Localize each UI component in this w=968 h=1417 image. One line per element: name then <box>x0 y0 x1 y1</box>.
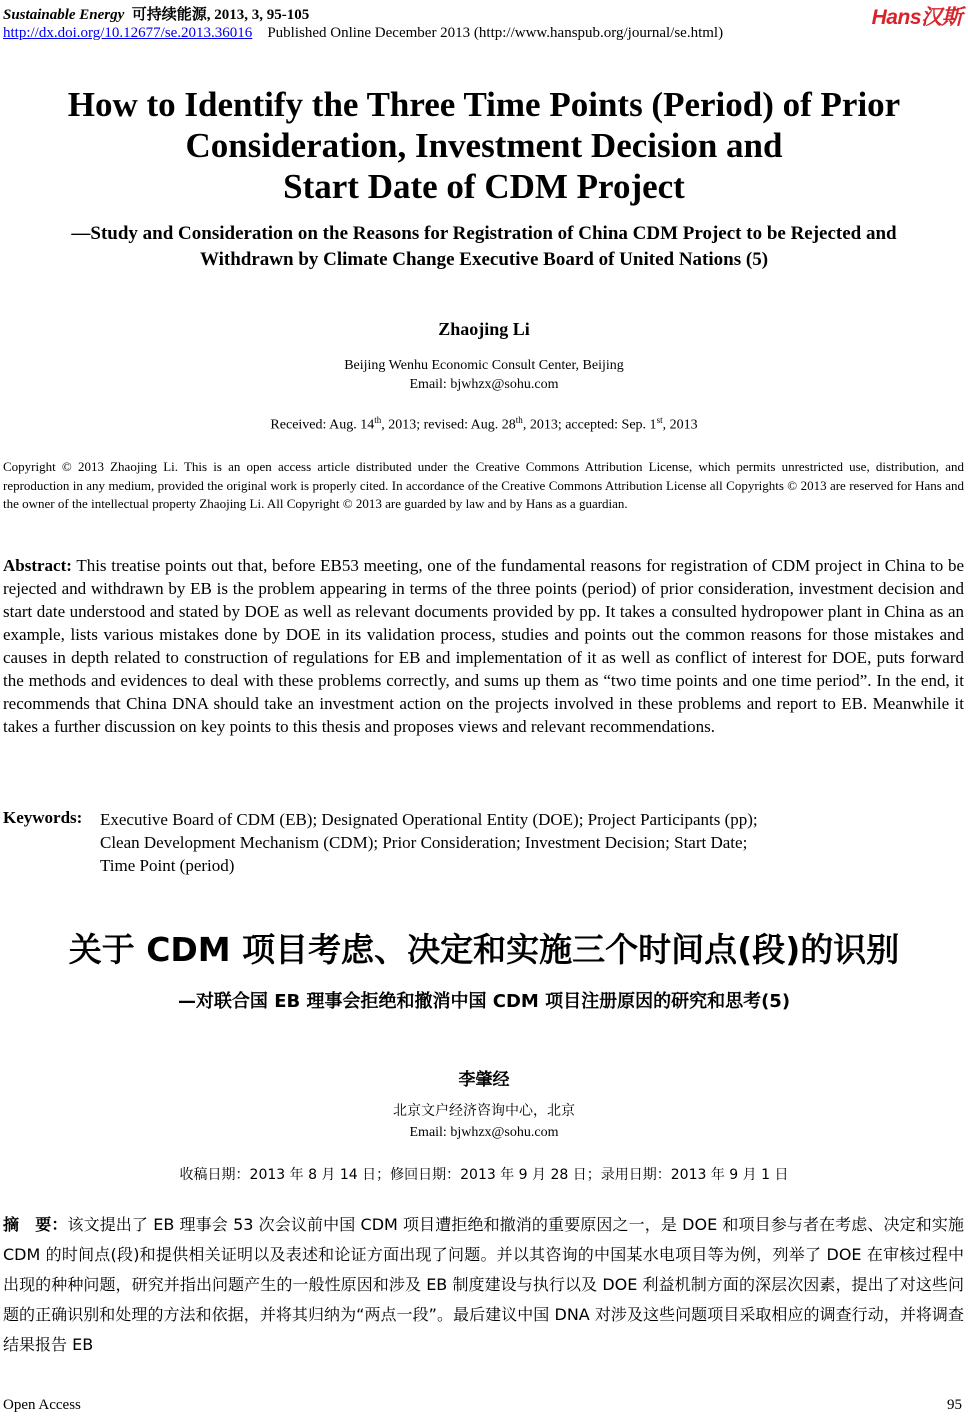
cn-affiliation-block <box>0 1101 968 1143</box>
keywords-line: Executive Board of CDM (EB); Designated Operational Entity (DOE); Project Participants (pp); <box>100 810 758 829</box>
cn-abstract-text: 该文提出了 EB 理事会 53 次会议前中国 CDM 项目遭拒绝和撤消的重要原因之一，是 DOE 和项目参与者在考虑、决定和实施 CDM 的时间点(段)和提供相关证明以及表述和论证方面出现了问题。并以其咨询的中国某水电项目等为例，列举了 DOE 在审核过程中出现的种种问题，研究并指出问题产生的一般性原因和涉及 EB 制度建设与执行以及 DOE 利益机制方面的深层次因素，提出了对这些问题的正确识别和处理的方法和依据，并将其归纳为“两点一段”。最后建议中国 DNA 对涉及这些问题项目采取相应的调查行动，并将调查结果报告 EB <box>3 1215 964 1354</box>
published-online-text: Published Online December 2013 (http://www.hanspub.org/journal/se.html) <box>267 25 724 41</box>
abstract <box>3 554 964 738</box>
copyright-notice: Copyright © 2013 Zhaojing Li. This is an open access article distributed under the Creative Commons Attribution License, which permits unrestricted use, distribution, and reproduction in any medium, provided the original work is properly cited. In accordance of the Creative Commons Attribution License all Copyrights © 2013 are reserved for Hans and the owner of the intellectual property Zhaojing Li. All Copyright © 2013 are guarded by law and by Hans as a guardian. <box>3 459 964 511</box>
title-line: Start Date of CDM Project <box>283 167 685 206</box>
affiliation-block <box>0 356 968 394</box>
hans-logo: Hans汉斯 <box>871 6 962 29</box>
journal-cn-citation: 可持续能源, 2013, 3, 95-105 <box>131 7 310 23</box>
keywords-line: Time Point (period) <box>100 856 235 875</box>
cn-author: 李肇经 <box>458 1070 510 1090</box>
revised-text: , 2013; revised: Aug. 28 <box>381 417 516 433</box>
footer-open-access: Open Access <box>3 1397 81 1413</box>
subtitle-line: —Study and Consideration on the Reasons for Registration of China CDM Project to be Rejected and <box>71 223 897 244</box>
cn-subtitle: —对联合国 EB 理事会拒绝和撤消中国 CDM 项目注册原因的研究和思考(5) <box>177 991 791 1012</box>
ordinal-suffix: st <box>656 415 663 425</box>
accepted-text: , 2013; accepted: Sep. 1 <box>522 417 657 433</box>
cn-dates: 收稿日期：2013 年 8 月 14 日；修回日期：2013 年 9 月 28 日；录用日期：2013 年 9 月 1 日 <box>179 1167 789 1183</box>
keywords-label: Keywords: <box>3 808 83 827</box>
page-number: 95 <box>947 1397 962 1413</box>
ordinal-suffix: th <box>374 415 382 425</box>
cn-abstract-label: 摘 要： <box>3 1215 68 1234</box>
cn-title: 关于 CDM 项目考虑、决定和实施三个时间点(段)的识别 <box>68 930 900 969</box>
journal-name: Sustainable Energy <box>3 7 125 23</box>
affiliation: Beijing Wenhu Economic Consult Center, Beijing <box>344 358 624 373</box>
received-dates <box>0 415 968 434</box>
doi-line <box>3 25 723 42</box>
author-name: Zhaojing Li <box>438 319 530 339</box>
keywords-list <box>100 808 758 877</box>
journal-header <box>3 3 309 24</box>
title-line: How to Identify the Three Time Points (Period) of Prior <box>67 85 901 124</box>
paper-title <box>20 84 948 207</box>
abstract-label: Abstract: <box>3 556 72 575</box>
doi-link[interactable]: http://dx.doi.org/10.12677/se.2013.36016 <box>3 25 253 41</box>
cn-email: Email: bjwhzx@sohu.com <box>409 1125 559 1140</box>
received-text: Received: Aug. 14 <box>270 417 375 433</box>
ordinal-suffix: th <box>515 415 523 425</box>
year-text: , 2013 <box>662 417 698 433</box>
keywords-line: Clean Development Mechanism (CDM); Prior Consideration; Investment Decision; Start Date; <box>100 833 748 852</box>
subtitle-line: Withdrawn by Climate Change Executive Board of United Nations (5) <box>199 249 769 270</box>
title-line: Consideration, Investment Decision and <box>185 126 783 165</box>
cn-abstract <box>3 1210 964 1360</box>
email: Email: bjwhzx@sohu.com <box>409 377 559 392</box>
paper-subtitle <box>4 221 964 273</box>
abstract-text: This treatise points out that, before EB53 meeting, one of the fundamental reasons for registration of CDM project in China to be rejected and withdrawn by EB is the problem appearing in terms of the three points (period) of prior consideration, investment decision and start date understood and stated by DOE as well as relevant documents provided by pp. It takes a consulted hydropower plant in China as an example, lists various mistakes done by DOE in its validation process, studies and points out the common reasons for those mistakes and causes in depth related to construction of regulations for EB and implementation of it as well as conflict of interest for DOE, puts forward the methods and evidences to deal with these problems correctly, and sums up them as “two time points and one time period”. In the end, it recommends that China DNA should take an investment action on the projects involved in these problems and report to EB. Meanwhile it takes a further discussion on key points to this thesis and proposes views and relevant recommendations. <box>3 556 964 736</box>
cn-affiliation: 北京文户经济咨询中心，北京 <box>393 1103 575 1119</box>
